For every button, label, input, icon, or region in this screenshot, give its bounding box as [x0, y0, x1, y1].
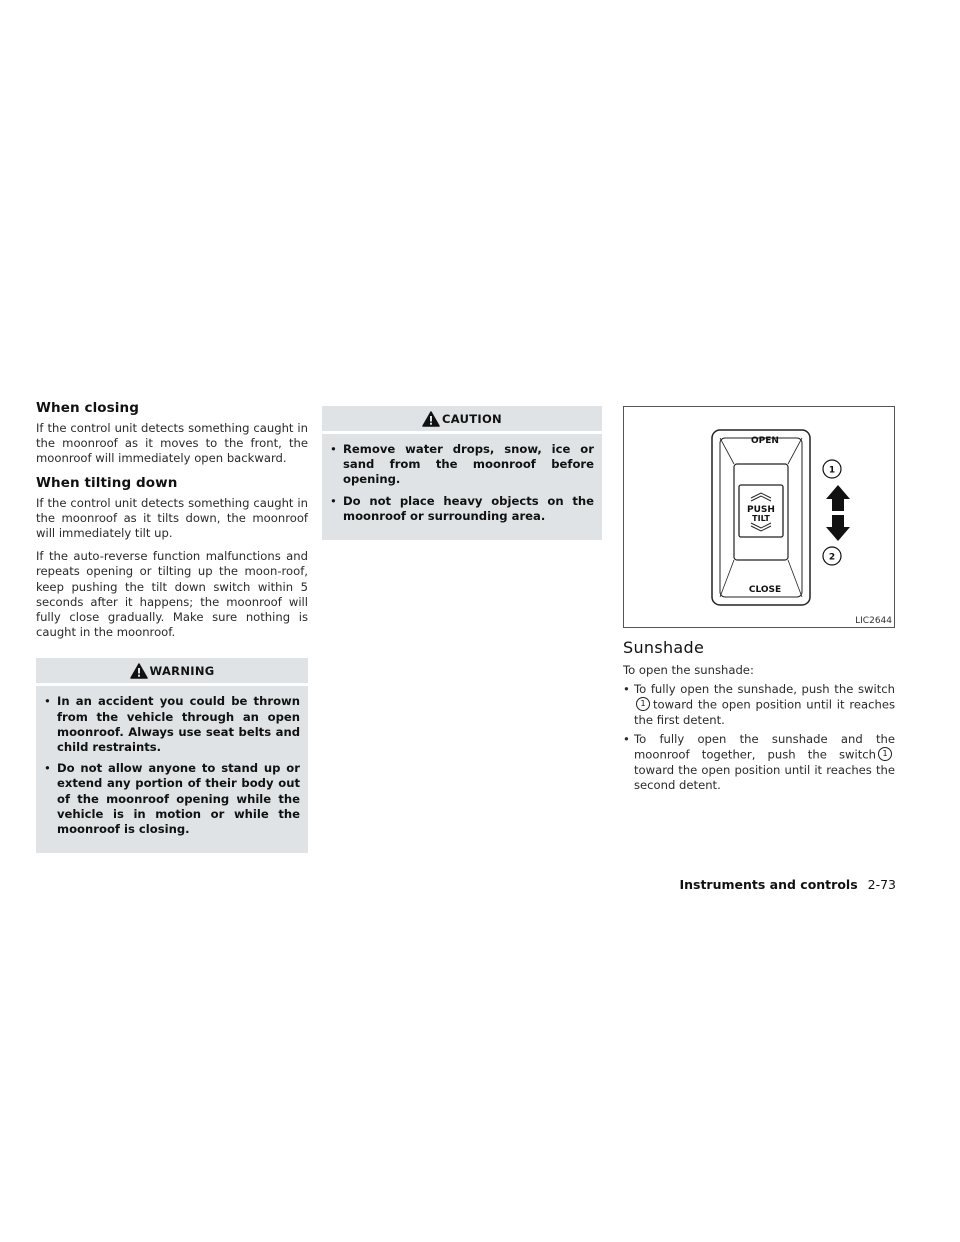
switch-illustration	[624, 407, 894, 627]
heading-when-closing: When closing	[36, 400, 140, 416]
paragraph-auto-reverse: If the auto-reverse function malfunctions and repeats opening or tilting up the moon-roof, keep pushing the tilt down switch within 5 seconds after it happens; the moonroof will fully close gradually. Make sure nothing is caught in the moonroof.	[36, 549, 308, 640]
right-column	[623, 406, 895, 796]
caution-box	[322, 406, 602, 540]
heading-when-tilting-down: When tilting down	[36, 474, 178, 491]
warning-header	[36, 658, 308, 686]
bullet2-text-b: toward the open position until it reaches the second detent.	[634, 762, 895, 793]
sunshade-intro: To open the sunshade:	[623, 663, 754, 677]
heading-sunshade: Sunshade	[623, 638, 705, 657]
bullet1-text-a: To fully open the sunshade, push the switch	[634, 682, 895, 697]
caution-header	[322, 406, 602, 434]
warning-triangle-icon	[130, 663, 148, 679]
bullet1-text-b: toward the open position until it reaches the first detent.	[634, 697, 895, 728]
figure-code: LIC2644	[855, 616, 892, 626]
middle-column	[322, 406, 602, 540]
warning-box	[36, 658, 308, 853]
caution-item: • Do not place heavy objects on the moonroof or surrounding area.	[330, 494, 594, 524]
warning-item: • Do not allow anyone to stand up or extend any portion of their body out of the moonroof opening while the vehicle is in motion or while the moonroof is closing.	[44, 761, 300, 837]
list-item	[623, 682, 895, 728]
warning-item: • In an accident you could be thrown from the vehicle through an open moonroof. Always use seat belts and child restraints.	[44, 694, 300, 755]
caution-list	[322, 442, 602, 524]
callout-2: 2	[828, 552, 836, 563]
caution-item: • Remove water drops, snow, ice or sand from the moonroof before opening.	[330, 442, 594, 488]
list-item	[623, 732, 895, 794]
page-number: 2-73	[867, 877, 896, 892]
sunshade-section	[623, 638, 895, 793]
callout-1: 1	[828, 465, 836, 476]
paragraph-when-closing: If the control unit detects something caught in the moonroof as it moves to the front, the moonroof will immediately open backward.	[36, 421, 308, 466]
bullet2-text-a: To fully open the sunshade and the moonroof together, push the switch	[634, 731, 895, 762]
warning-list	[36, 694, 308, 837]
sunshade-switch-figure	[623, 406, 895, 628]
caution-label: CAUTION	[442, 411, 502, 426]
warning-label: WARNING	[149, 663, 215, 678]
page-footer	[679, 877, 896, 892]
callout-1-ref: 1	[878, 747, 892, 761]
arrow-down-icon	[826, 515, 850, 541]
close-label: CLOSE	[748, 585, 782, 595]
left-column	[36, 400, 308, 853]
sunshade-list	[623, 682, 895, 793]
open-label: OPEN	[751, 436, 779, 446]
warning-triangle-icon	[422, 411, 440, 427]
push-label: PUSH	[747, 505, 775, 515]
callout-1-ref: 1	[636, 697, 650, 711]
footer-section-title: Instruments and controls	[679, 877, 858, 892]
tilt-label: TILT	[752, 514, 770, 523]
arrow-up-icon	[826, 485, 850, 511]
paragraph-when-tilting-down: If the control unit detects something caught in the moonroof as it tilts down, the moonroof will immediately tilt up.	[36, 495, 308, 541]
